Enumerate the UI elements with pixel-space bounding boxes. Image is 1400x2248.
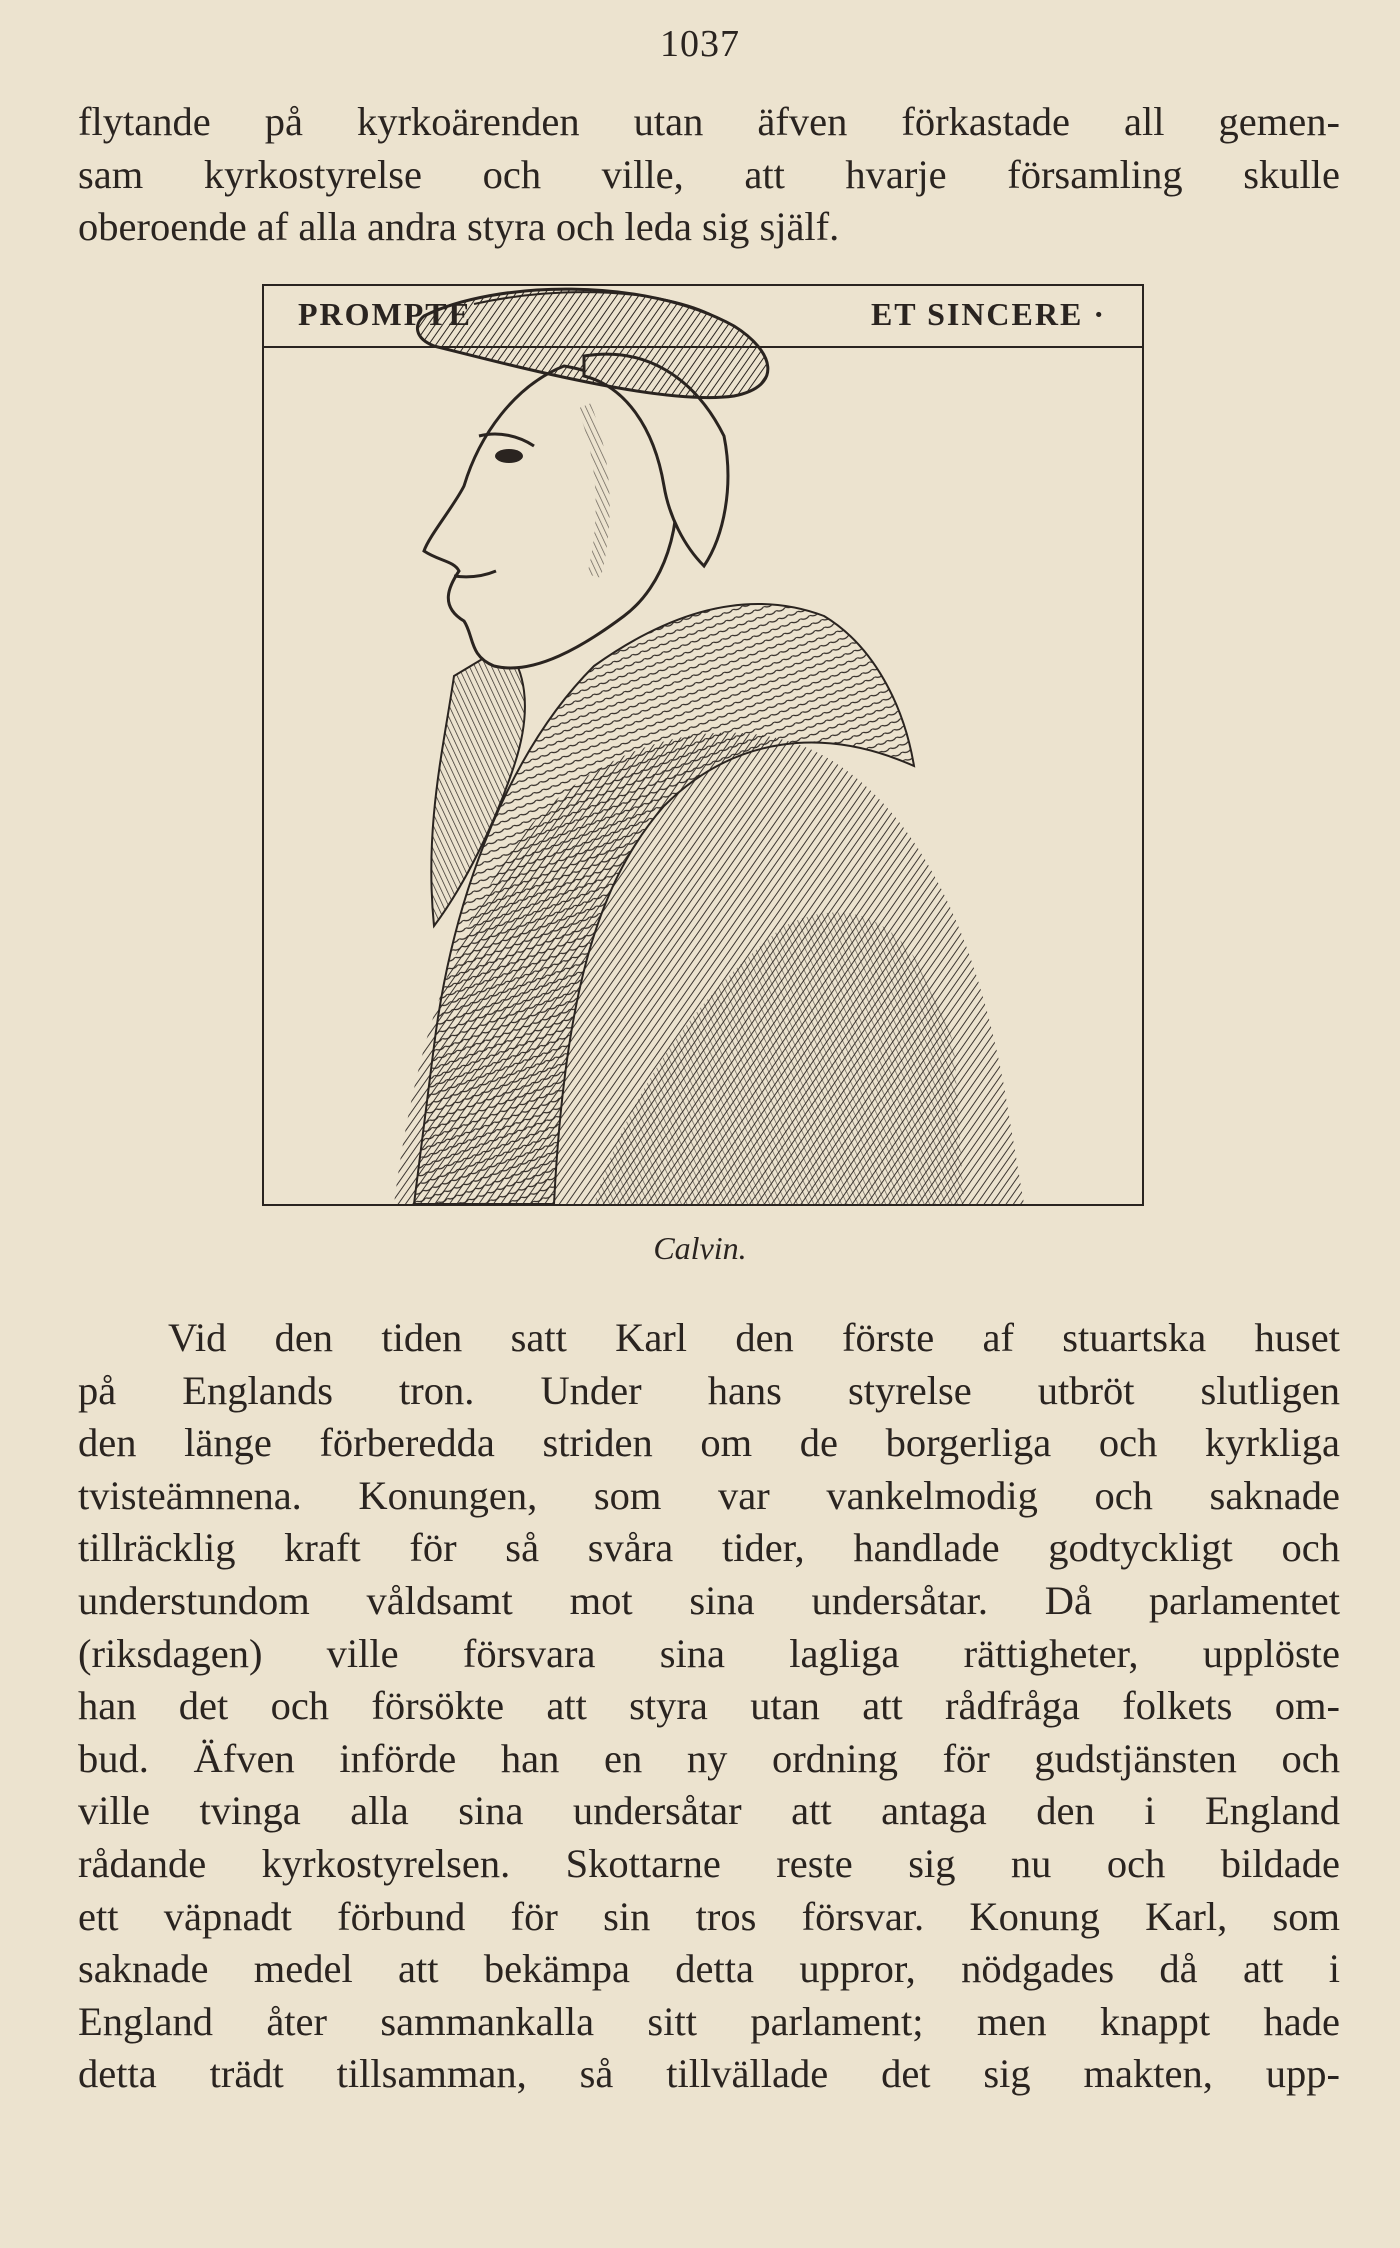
figure-caption: Calvin. bbox=[653, 1230, 747, 1266]
portrait-plate bbox=[262, 284, 1144, 1206]
text-line: ville tvinga alla sina undersåtar att antaga den i England bbox=[78, 1788, 1340, 1834]
motto-left: PROMPTE bbox=[298, 296, 472, 332]
text-line: sam kyrkostyrelse och ville, att hvarje församling skulle bbox=[78, 151, 1340, 197]
text-line: Vid den tiden satt Karl den förste af stuartska huset bbox=[168, 1315, 1340, 1360]
portrait-engraving bbox=[264, 286, 1142, 1204]
main-paragraph bbox=[78, 1312, 1340, 2101]
text-line: han det och försökte att styra utan att rådfråga folkets om- bbox=[78, 1683, 1340, 1729]
intro-paragraph bbox=[78, 96, 1340, 254]
eye bbox=[495, 449, 523, 463]
text-line: understundom våldsamt mot sina undersåtar. Då parlamentet bbox=[78, 1577, 1340, 1623]
text-line: bud. Äfven införde han en ny ordning för gudstjänsten och bbox=[78, 1735, 1340, 1781]
text-line: på Englands tron. Under hans styrelse utbröt slutligen bbox=[78, 1367, 1340, 1413]
text-line: England åter sammankalla sitt parlament; men knappt hade bbox=[78, 1998, 1340, 2044]
text-line: den länge förberedda striden om de borgerliga och kyrkliga bbox=[78, 1420, 1340, 1466]
text-line: ett väpnadt förbund för sin tros försvar. Konung Karl, som bbox=[78, 1893, 1340, 1939]
motto-right: ET SINCERE · bbox=[870, 296, 1106, 332]
text-line: tvisteämnena. Konungen, som var vankelmodig och saknade bbox=[78, 1472, 1340, 1518]
motto-band bbox=[264, 286, 1142, 348]
text-line: saknade medel att bekämpa detta uppror, nödgades då att i bbox=[78, 1946, 1340, 1992]
text-line: flytande på kyrkoärenden utan äfven förkastade all gemen- bbox=[78, 99, 1340, 144]
text-line: rådande kyrkostyrelsen. Skottarne reste sig nu och bildade bbox=[78, 1840, 1340, 1886]
text-line: tillräcklig kraft för så svåra tider, handlade godtyckligt och bbox=[78, 1525, 1340, 1571]
page-number: 1037 bbox=[660, 23, 740, 65]
text-line: detta trädt tillsamman, så tillvällade det sig makten, upp- bbox=[78, 2051, 1340, 2097]
text-line: (riksdagen) ville försvara sina lagliga rättigheter, upplöste bbox=[78, 1630, 1340, 1676]
text-line: oberoende af alla andra styra och leda sig själf. bbox=[78, 204, 840, 250]
